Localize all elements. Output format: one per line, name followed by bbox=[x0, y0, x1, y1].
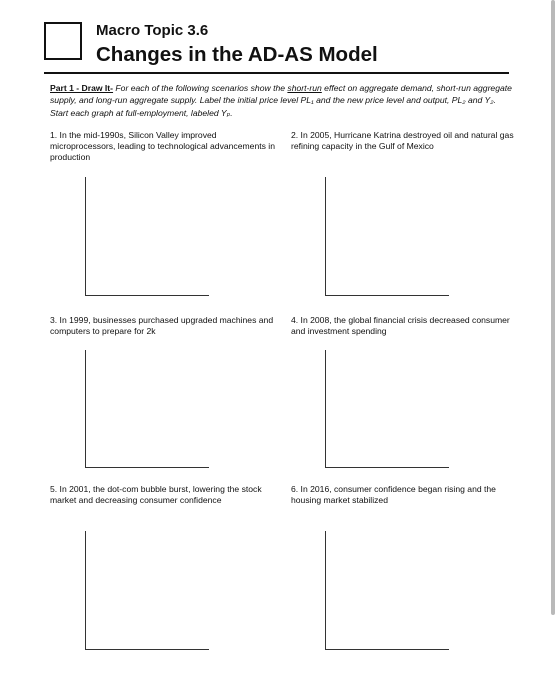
instructions-text-1: For each of the following scenarios show the bbox=[113, 83, 288, 93]
question-6: 6. In 2016, consumer confidence began rising and the housing market stabilized bbox=[291, 484, 496, 506]
graph-area-4[interactable] bbox=[325, 350, 449, 468]
header-divider bbox=[44, 72, 509, 74]
instructions-underlined: short-run bbox=[287, 83, 322, 93]
question-3: 3. In 1999, businesses purchased upgraded machines and computers to prepare for 2k bbox=[50, 315, 274, 337]
graph-area-2[interactable] bbox=[325, 177, 449, 296]
graph-area-3[interactable] bbox=[85, 350, 209, 468]
part-label: Part 1 - Draw It- bbox=[50, 83, 114, 93]
question-4: 4. In 2008, the global financial crisis decreased consumer and investment spending bbox=[291, 315, 510, 337]
question-1: 1. In the mid-1990s, Silicon Valley improved microprocessors, leading to technological advancements in production bbox=[50, 130, 275, 163]
completion-checkbox[interactable] bbox=[44, 22, 82, 60]
question-2: 2. In 2005, Hurricane Katrina destroyed oil and natural gas refining capacity in the Gulf of Mexico bbox=[291, 130, 514, 152]
page-title: Changes in the AD-AS Model bbox=[96, 43, 378, 66]
instructions bbox=[50, 82, 516, 119]
scrollbar[interactable] bbox=[551, 0, 555, 615]
topic-label: Macro Topic 3.6 bbox=[96, 22, 209, 39]
question-5: 5. In 2001, the dot-com bubble burst, lowering the stock market and decreasing consumer confidence bbox=[50, 484, 262, 506]
graph-area-5[interactable] bbox=[85, 531, 209, 650]
instructions-text-2: effect on aggregate demand, short-run aggregate supply, and long-run aggregate supply. Label the initial price level PL₁ and the new price level and output, PL₂ and Y₂. Start each graph at full-employment, labeled Yₚ. bbox=[50, 83, 512, 118]
graph-area-6[interactable] bbox=[325, 531, 449, 650]
graph-area-1[interactable] bbox=[85, 177, 209, 296]
